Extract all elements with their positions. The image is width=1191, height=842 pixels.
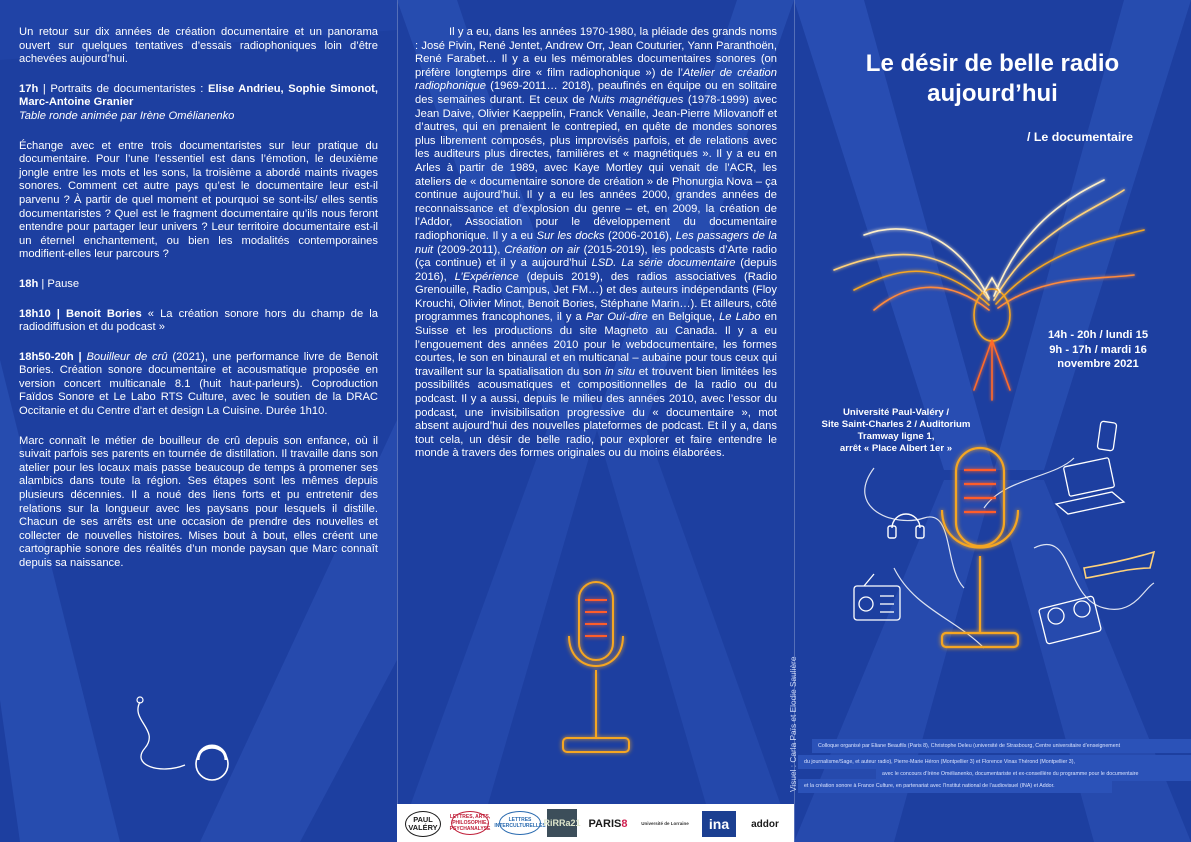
session-title: Portraits de documentaristes : (50, 82, 208, 95)
event-title: Le désir de belle radio aujourd’hui (865, 50, 1120, 107)
logo-paris8: PARIS 8 (588, 818, 628, 830)
logo-ina: ina (702, 811, 736, 837)
logo-paul-valery: PAUL VALÉRY (405, 811, 441, 837)
middle-panel (397, 0, 798, 842)
session-time: 17h (19, 82, 39, 95)
session-speaker: Benoit Bories (66, 307, 142, 320)
radio-icon (854, 574, 900, 620)
credits-line: Colloque organisé par Eliane Beaufils (Paris 8), Christophe Deleu (université de Strasbourg, Centre universitaire d’enseignement (812, 739, 1191, 753)
session-time: 18h (19, 277, 39, 290)
session-moderation: Table ronde animée par Irène Omélianenko (19, 109, 235, 122)
headphone-cable-icon (100, 690, 240, 800)
event-subtitle: / Le documentaire (1026, 130, 1133, 144)
phoenix-icon (824, 180, 1164, 410)
intro-paragraph: Un retour sur dix années de création documentaire et un panorama ouvert sur quelques tentatives d’essais radiophoniques loin d’être achevées aujourd’hui. (19, 26, 378, 66)
logo-rirra21: RiRRa21 (547, 809, 577, 837)
credits-line: et la création sonore à France Culture, en partenariat avec l’Institut national de l’audiovisuel (INA) et Addor. (798, 779, 1112, 793)
laptop-icon (1056, 458, 1124, 514)
session-portraits-body: Échange avec et entre trois documentaristes sur leur pratique du documentaire. Pour l’une l’essentiel est dans l’émotion, le deuxième jongle entre les mots et les sons, la troisième a abordé maints rivages sonores. Comment cet autre pays qu’est le documentaire leur est-il parvenu ? À partir de quel moment et pourquoi se sont-ils/ elles sentis documentaristes ? Quel est le fragment documentaire qu’ils nous feront entendre pour partager leur univers ? Leur territoire documentaire est-il un éternel enchantement, ou bien les modalités contemporaines modifient-elles leur parcours ? (19, 139, 378, 261)
left-text-column (19, 26, 378, 587)
horn-icon (1084, 552, 1154, 578)
left-panel (0, 0, 397, 842)
session-speakers: Elise Andrieu, Sophie Simonot, Marc-Antoine Granier (19, 82, 378, 109)
logo-lettres-interculturelles: LETTRES INTERCULTURELLES (499, 811, 541, 835)
logo-addor: addor (751, 818, 779, 830)
visual-credit: Visuel : Carla Païs et Elodie Saulière (788, 656, 798, 792)
session-performance: 18h50-20h | Bouilleur de crû (2021), une performance livre de Benoit Bories. Création sonore documentaire et acousmatique proposée en version concert multicanale 8.1 (huit haut-parleurs). Coproduction Faïdos Sonore et Le Labo RTS Culture, avec le soutien de la DRAC Occitanie et du Centre d’art et design La Cuisine. Durée 1h10. (19, 350, 378, 418)
history-paragraph: Il y a eu, dans les années 1970-1980, la pléiade des grands noms : José Pivin, René Jentet, Andrew Orr, Jean Couturier, Yann Paranthoën, René Farabet… Il y a eu les mémorables documentaires sonores (on préfère longtemps dire « film radiophonique ») de l’Atelier de création radiophonique (1969-2011… 2018), peaufinés en équipe ou en solitaire des semaines durant. Et ceux de Nuits magnétiques (1978-1999) avec Jean Daive, Olivier Kaeppelin, Franck Venaille, Jean-Pierre Milovanoff et d’autres, qui en prenaient le contrepied, en quête de mondes sonores plus librement composés, plus improvisés parfois, et de relations avec les auditeurs plus directes, familières et « magnétiques ». Il y a eu en Arles à partir de 1989, avec Kaye Mortley qui venait de l’ACR, les ateliers de « documentaire sonore de création » de Phonurgia Nova – ça continue aujourd’hui. Il y a eu les années 2000, grandes années de reconnaissance et d’explosion du genre – et, en 2009, la création de l’Addor, Association pour le développement du documentaire radiophonique. Il y a eu Sur les docks (2006-2016), Les passagers de la nuit (2009-2011), Création on air (2015-2019), les podcasts d’Arte radio (ça continue) et il y a aujourd’hui LSD. La série documentaire (depuis 2016), L’Expérience (depuis 2019), des radios associatives (Radio Grenouille, Radio Campus, Jet FM…) et des auteurs indépendants (Floy Krouchi, Olivier Minot, Benoit Bories, Stéphane Marin…). Et ailleurs, côté programmes francophones, il y a Par Ouï-dire en Belgique, Le Labo en Suisse et les productions du site Magneto au Canada. Il y a eu l’engouement des années 2010 pour le webdocumentaire, les formes courtes, le son en binaural et en multicanal – aubaine pour tous ceux qui travaillent sur la spatialisation du son in situ et trouvent bien limitées les possibilités acousmatiques et compositionnelles de la radio ou du podcast. Il y a aussi, depuis le milieu des années 2010, avec l’essor du podcast, une invisibilisation progressive du « documentaire », mot absent aujourd’hui des nouvelles plateformes de podcast. Et il y a, dans tout cela, un désir de belle radio, pour explorer et faire entendre le monde à travers des formes originales ou du moins élaborées. (415, 26, 778, 460)
right-panel (794, 0, 1191, 842)
work-title: Bouilleur de crû (86, 350, 168, 363)
performance-description: Marc connaît le métier de bouilleur de crû depuis son enfance, où il suivait parfois ses parents en tournée de distillation. Il travaille dans son atelier pour les locaux mais passe beaucoup de temps à promener ses alambics dans toute la région. Ses étapes sont les mêmes depuis plusieurs décennies. Il a noué des liens forts et pu entretenir des relations sur la longueur avec les paysans pour lesquels il distille. Chacun de ses arrêts est une occasion de prendre des nouvelles et collecter de nouvelles histoires. Mises bout à bout, elles créent une cartographie sonore des réalités d’un monde paysan que Marc connaît depuis sa naissance. (19, 434, 378, 569)
event-location: Université Paul-Valéry / Site Saint-Charles 2 / Auditorium Tramway ligne 1, arrêt « Place Albert 1er » (821, 407, 971, 454)
credits-line: avec le concours d’Irène Omélianenko, documentariste et ex-conseillère du programme pour le documentaire (876, 767, 1191, 781)
session-title: « La création sonore hors du champ de la radiodiffusion et du podcast » (19, 307, 378, 334)
phone-icon (1097, 421, 1117, 451)
middle-text-column (415, 26, 777, 477)
session-title: Pause (47, 277, 80, 290)
session-time: 18h10 (19, 307, 51, 320)
media-illustration (834, 418, 1164, 668)
session-pause: 18h | Pause (19, 277, 80, 290)
partner-logos (397, 804, 794, 842)
credits-line: du journalisme/Sage, et auteur radio), Pierre-Marie Héron (Montpellier 3) et Florence Vinas Thérond (Montpellier 3), (798, 755, 1191, 769)
session-portraits: 17h | Portraits de documentaristes : Elise Andrieu, Sophie Simonot, Marc-Antoine Granier (19, 82, 378, 109)
event-dates: 14h - 20h / lundi 15 9h - 17h / mardi 16 novembre 2021 (1047, 329, 1149, 370)
headphones-icon (888, 514, 924, 538)
session-time: 18h50-20h (19, 350, 74, 363)
logo-lap: LETTRES, ARTS, PHILOSOPHIE, PSYCHANALYSE (451, 811, 489, 835)
microphone-icon (555, 578, 637, 760)
logo-universite-lorraine: Université de Lorraine (641, 821, 689, 827)
session-bories: 18h10 | Benoit Bories « La création sonore hors du champ de la radiodiffusion et du podcast » (19, 307, 378, 334)
